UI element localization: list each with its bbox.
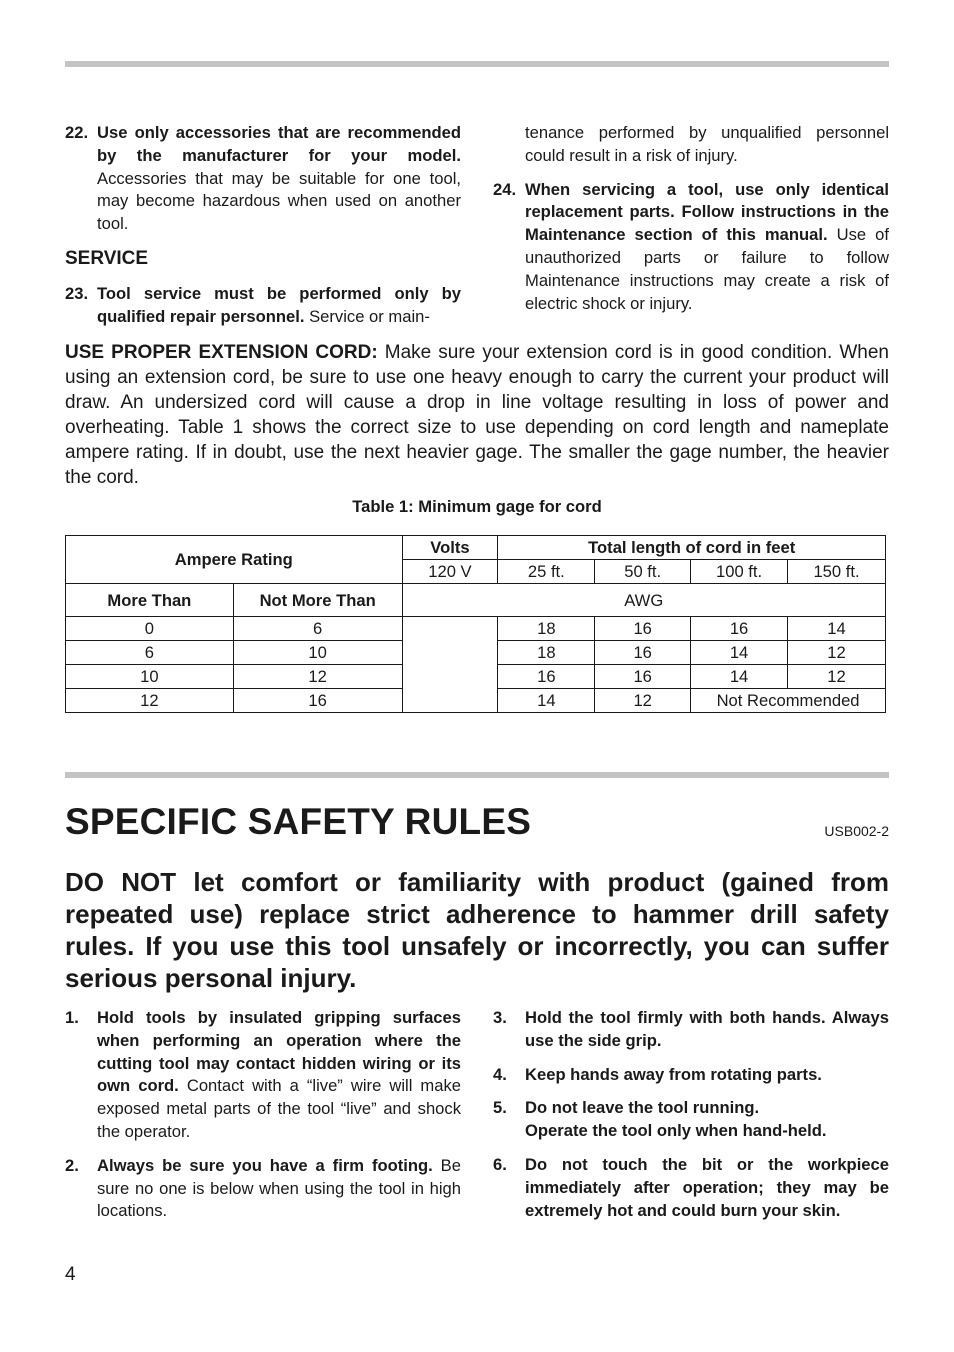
cell-gage: 16 <box>691 617 788 641</box>
cell-gage: 12 <box>788 641 886 665</box>
rule-1-text: Contact with a “live” wire will make exposed metal parts of the tool “live” and shock the operator. <box>97 1076 461 1141</box>
gage-table <box>65 535 886 713</box>
rule-4-bold: Keep hands away from rotating parts. <box>525 1064 822 1084</box>
cell-gage: 16 <box>595 641 691 665</box>
item-23-bold: Tool service must be performed only by qualified repair personnel. <box>97 283 461 326</box>
cell-gage: 14 <box>788 617 886 641</box>
item-number: 6. <box>493 1154 507 1174</box>
cell-more: 10 <box>66 665 234 689</box>
rule-5 <box>493 1097 889 1143</box>
awg-header: AWG <box>402 584 885 617</box>
item-number: 22. <box>65 123 89 142</box>
volt-value: 120 V <box>402 560 498 584</box>
cell-gage: 12 <box>788 665 886 689</box>
section-title: SPECIFIC SAFETY RULES <box>65 801 532 842</box>
cell-gage: 14 <box>691 641 788 665</box>
rule-6-bold: Do not touch the bit or the workpiece immediately after operation; they may be extremely hot and could burn your skin. <box>525 1154 889 1220</box>
item-23-text: Service or main- <box>304 306 430 326</box>
item-24-bold: When servicing a tool, use only identical replacement parts. Follow instructions in the Maintenance section of this manual. <box>525 179 889 245</box>
more-than-header: More Than <box>66 584 234 617</box>
rule-1 <box>65 1007 461 1144</box>
cell-gage: 18 <box>498 617 595 641</box>
ampere-rating-header: Ampere Rating <box>66 536 403 584</box>
rule-3-bold: Hold the tool firmly with both hands. Always use the side grip. <box>525 1008 889 1050</box>
service-heading: SERVICE <box>65 247 149 269</box>
document-code: USB002-2 <box>824 823 889 839</box>
item-number: 24. <box>493 179 517 199</box>
right-top-column <box>493 122 889 315</box>
item-23-cont-text: tenance performed by unqualified personnel could result in a risk of injury. <box>525 123 889 165</box>
cell-gage: 14 <box>498 689 595 713</box>
rule-5-line-1: Do not leave the tool running. <box>525 1098 760 1118</box>
cell-not-more: 10 <box>233 641 402 665</box>
left-top-column <box>65 122 461 329</box>
total-length-header: Total length of cord in feet <box>498 536 886 560</box>
table-row <box>66 617 886 641</box>
warning-statement: DO NOT let comfort or familiarity with product (gained from repeated use) replace strict adherence to hammer drill safety rules. If you use this tool unsafely or incorrectly, you can suffer serious personal injury. <box>65 867 889 993</box>
item-number: 3. <box>493 1008 507 1027</box>
item-23-continued <box>493 122 889 168</box>
cell-gage: 16 <box>595 617 691 641</box>
volts-blank-cell <box>402 617 498 713</box>
cell-gage: 12 <box>595 689 691 713</box>
rule-2 <box>65 1155 461 1223</box>
cell-gage: 18 <box>498 641 595 665</box>
section-divider <box>65 772 889 778</box>
item-number: 2. <box>65 1155 79 1175</box>
item-23 <box>65 283 461 329</box>
item-number: 4. <box>493 1064 507 1084</box>
cell-gage: 16 <box>595 665 691 689</box>
rule-2-bold: Always be sure you have a firm footing. <box>97 1155 433 1175</box>
length-25: 25 ft. <box>498 560 595 584</box>
cell-not-more: 6 <box>233 617 402 641</box>
rule-6 <box>493 1154 889 1222</box>
extension-cord-paragraph <box>65 340 889 490</box>
cell-more: 12 <box>66 689 234 713</box>
item-22-bold: Use only accessories that are recommended by the manufacturer for your model. <box>97 123 461 165</box>
table-caption: Table 1: Minimum gage for cord <box>352 497 602 516</box>
length-150: 150 ft. <box>788 560 886 584</box>
cell-gage: 14 <box>691 665 788 689</box>
item-24 <box>493 179 889 316</box>
item-number: 5. <box>493 1098 507 1118</box>
right-rules-column <box>493 1007 889 1222</box>
cell-not-more: 12 <box>233 665 402 689</box>
item-number: 23. <box>65 283 89 303</box>
item-number: 1. <box>65 1008 79 1027</box>
item-22-text: Accessories that may be suitable for one tool, may become hazardous when used on another tool. <box>97 168 461 234</box>
rule-3 <box>493 1007 889 1053</box>
rule-5-line-2: Operate the tool only when hand-held. <box>525 1121 827 1141</box>
length-100: 100 ft. <box>691 560 788 584</box>
item-22 <box>65 122 461 236</box>
rule-4 <box>493 1064 889 1087</box>
extension-cord-heading: USE PROPER EXTENSION CORD: <box>65 342 378 363</box>
top-divider <box>65 61 889 67</box>
rule-1-bold: Hold tools by insulated gripping surfaces when performing an operation where the cutting tool may contact hidden wiring or its own cord. <box>97 1008 461 1096</box>
page-number: 4 <box>65 1264 76 1285</box>
cell-not-more: 16 <box>233 689 402 713</box>
cell-more: 6 <box>66 641 234 665</box>
extension-cord-text: Make sure your extension cord is in good condition. When using an extension cord, be sure to use one heavy enough to carry the current your product will draw. An undersized cord will cause a drop in line voltage resulting in loss of power and overheating. Table 1 shows the correct size to use depending on cord length and nameplate ampere rating. If in doubt, use the next heavier gage. The smaller the gage number, the heavier the cord. <box>65 342 889 488</box>
not-more-than-header: Not More Than <box>233 584 402 617</box>
rule-2-text: Be sure no one is below when using the tool in high locations. <box>97 1155 461 1221</box>
cell-gage: 16 <box>498 665 595 689</box>
item-24-text: Use of unauthorized parts or failure to follow Maintenance instructions may create a risk of electric shock or injury. <box>525 225 889 313</box>
left-rules-column <box>65 1007 461 1223</box>
cell-not-recommended: Not Recommended <box>691 689 886 713</box>
cell-more: 0 <box>66 617 234 641</box>
length-50: 50 ft. <box>595 560 691 584</box>
volts-header: Volts <box>402 536 498 560</box>
